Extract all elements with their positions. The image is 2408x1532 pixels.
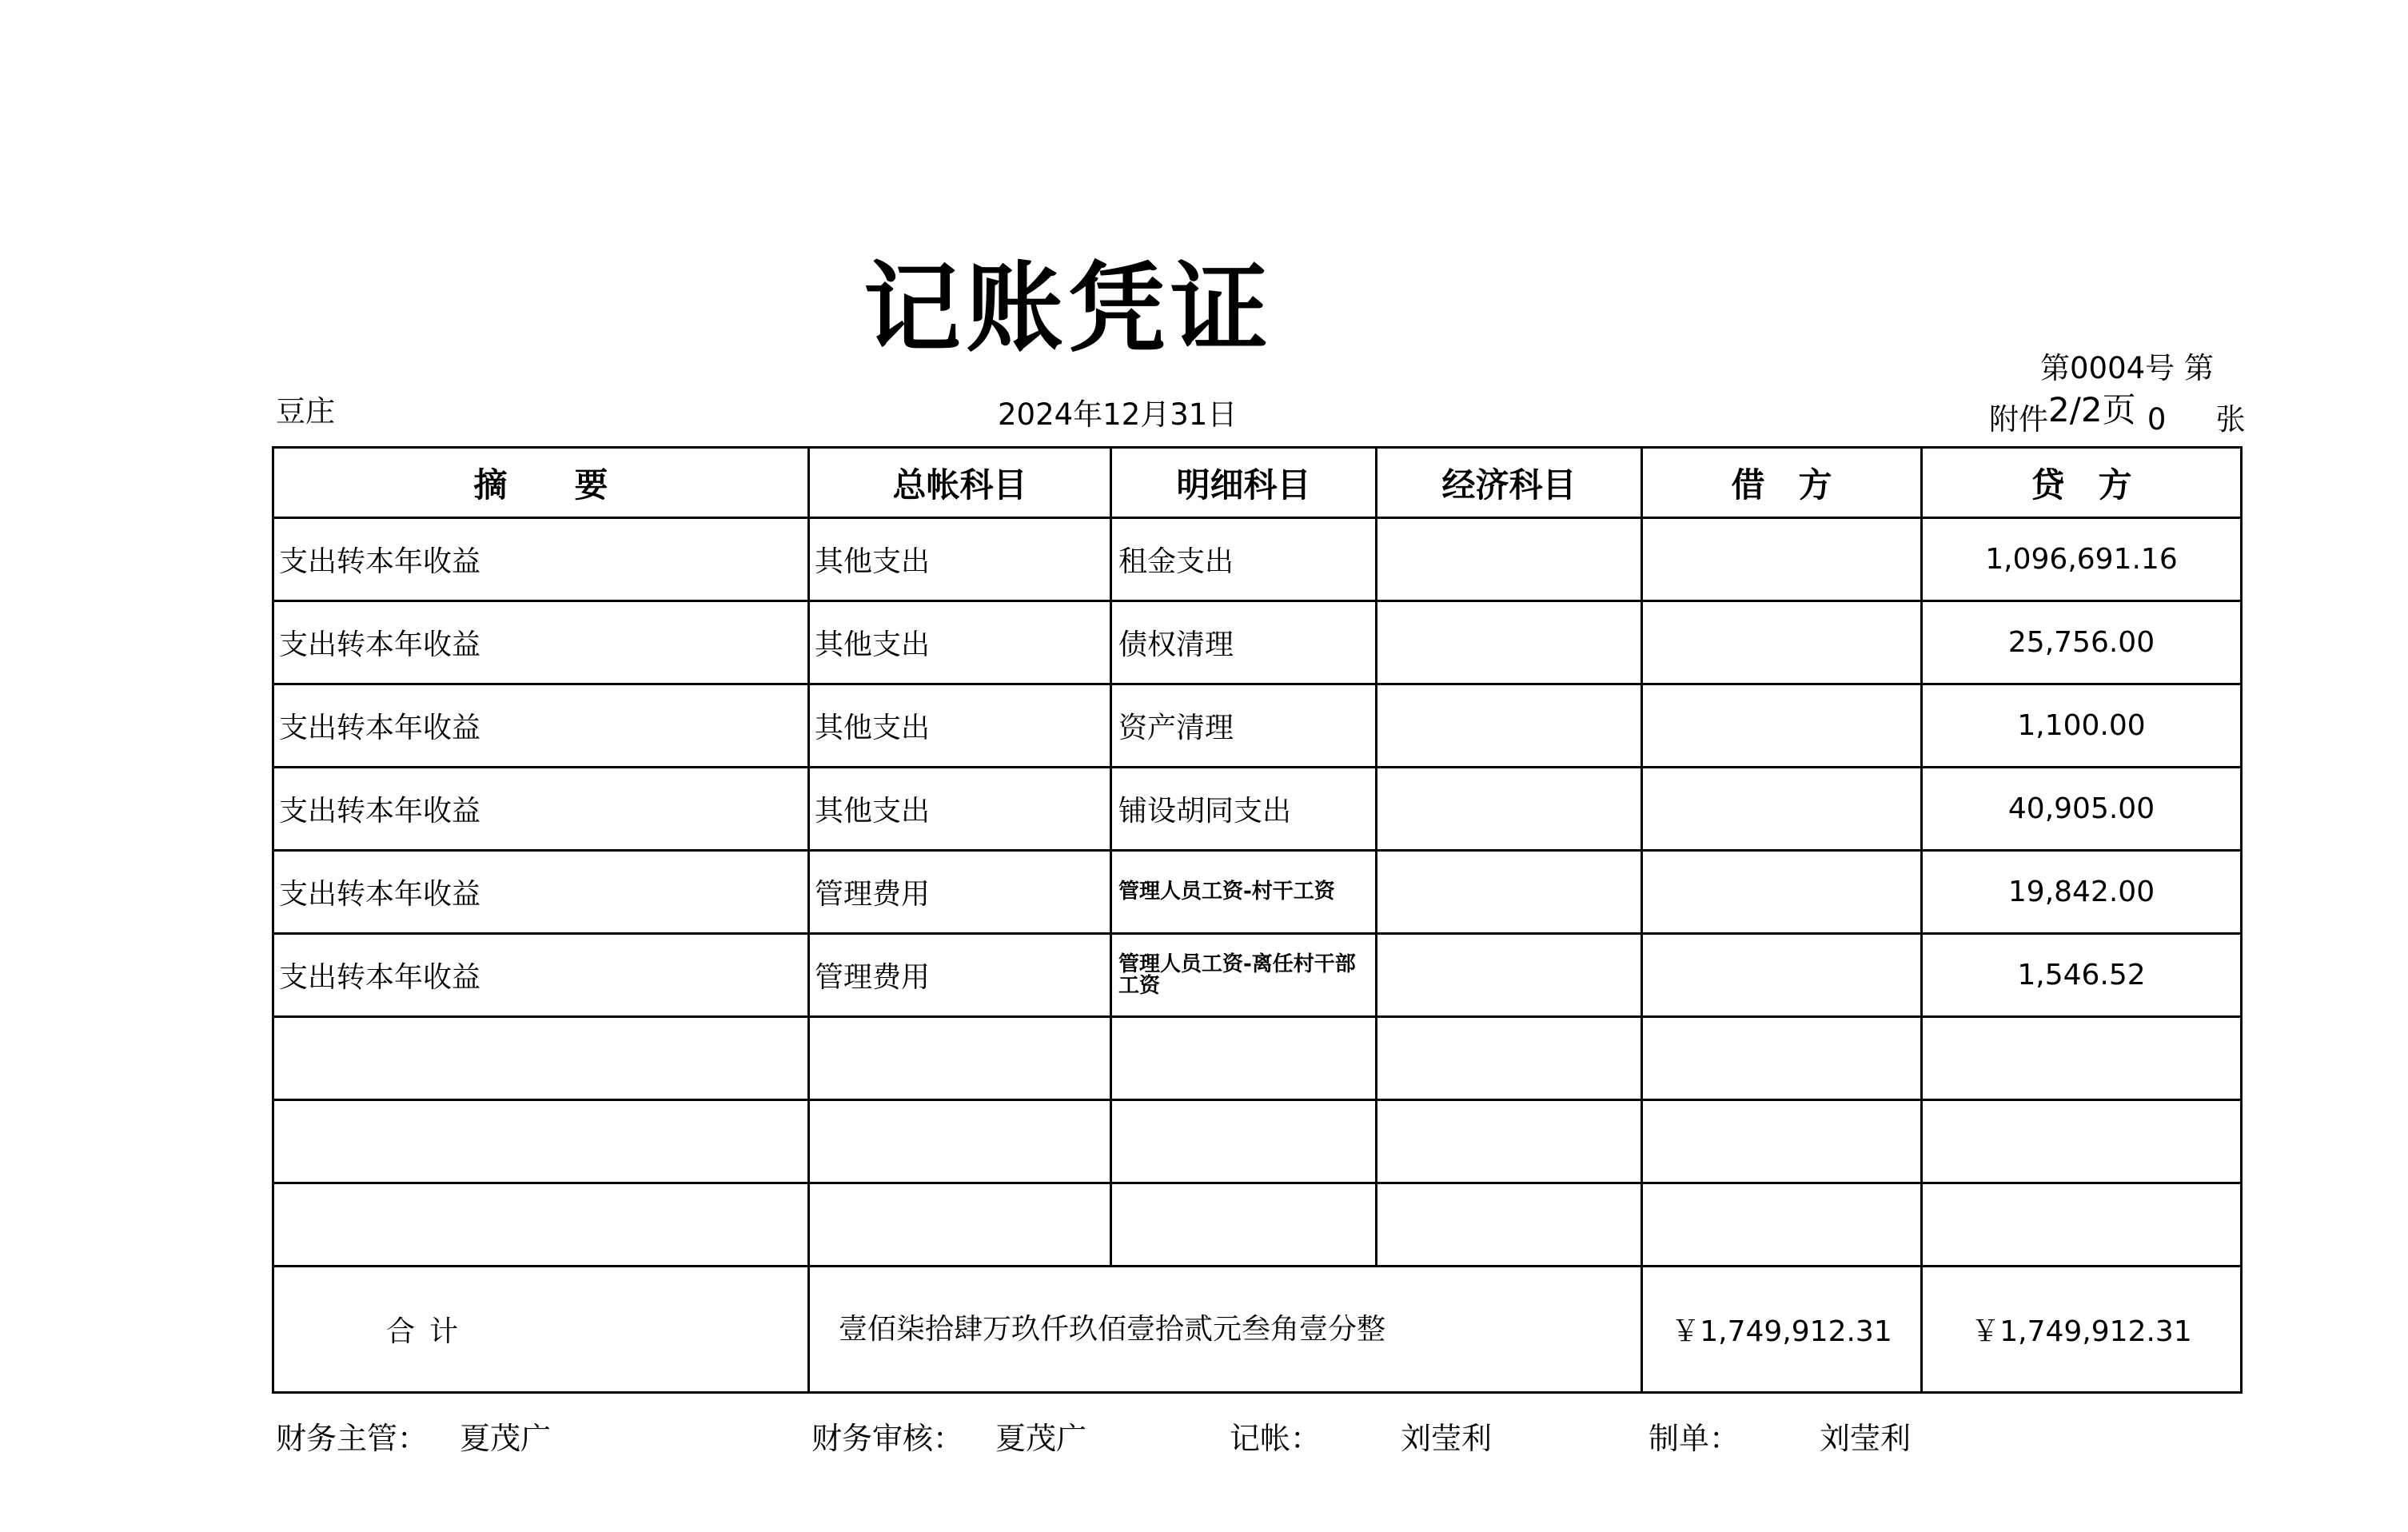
supervisor-name: 夏茂广 [460, 1421, 552, 1456]
summary-cell: 支出转本年收益 [273, 934, 809, 1017]
general-account-cell: 其他支出 [809, 768, 1111, 851]
detail-account-cell [1111, 1183, 1377, 1267]
header-detail-account: 明细科目 [1111, 448, 1377, 518]
economic-account-cell [1377, 1017, 1642, 1100]
table-header-row [273, 448, 2242, 518]
total-label: 合计 [273, 1267, 809, 1393]
table-row [273, 601, 2242, 684]
attachment-unit: 张 [2215, 402, 2246, 437]
unit-name: 豆庄 [276, 394, 335, 429]
credit-cell [1922, 1017, 2242, 1100]
summary-cell: 支出转本年收益 [273, 684, 809, 768]
debit-cell [1642, 518, 1922, 601]
economic-account-cell [1377, 768, 1642, 851]
table-row [273, 518, 2242, 601]
credit-cell: 40,905.00 [1922, 768, 2242, 851]
bookkeeper-label: 记帐： [1230, 1421, 1322, 1456]
table-row [273, 1183, 2242, 1267]
footer-auditor [811, 1414, 1086, 1458]
voucher-table [272, 446, 2243, 1394]
summary-cell: 支出转本年收益 [273, 601, 809, 684]
credit-cell: 19,842.00 [1922, 851, 2242, 934]
general-account-cell: 其他支出 [809, 518, 1111, 601]
total-amount-in-words: 壹佰柒拾肆万玖仟玖佰壹拾贰元叁角壹分整 [809, 1267, 1642, 1393]
voucher-title: 记账凭证 [863, 250, 1273, 365]
general-account-cell [809, 1100, 1111, 1183]
preparer-label: 制单： [1649, 1421, 1740, 1456]
general-account-cell [809, 1183, 1111, 1267]
detail-account-cell: 管理人员工资-村干工资 [1111, 851, 1377, 934]
header-summary: 摘 要 [273, 448, 809, 518]
footer-supervisor [276, 1414, 551, 1458]
summary-cell: 支出转本年收益 [273, 768, 809, 851]
economic-account-cell [1377, 684, 1642, 768]
general-account-cell: 其他支出 [809, 601, 1111, 684]
economic-account-cell [1377, 518, 1642, 601]
economic-account-cell [1377, 934, 1642, 1017]
debit-cell [1642, 1183, 1922, 1267]
voucher-date: 2024年12月31日 [998, 397, 1238, 432]
general-account-cell [809, 1017, 1111, 1100]
debit-cell [1642, 1100, 1922, 1183]
footer-preparer [1649, 1414, 1911, 1458]
total-debit: ￥1,749,912.31 [1642, 1267, 1922, 1393]
debit-cell [1642, 601, 1922, 684]
table-row [273, 1100, 2242, 1183]
header-general-account: 总帐科目 [809, 448, 1111, 518]
general-account-cell: 其他支出 [809, 684, 1111, 768]
voucher-number-line [2040, 344, 2214, 387]
auditor-label: 财务审核： [811, 1421, 964, 1456]
total-credit: ￥1,749,912.31 [1922, 1267, 2242, 1393]
auditor-name: 夏茂广 [995, 1421, 1087, 1456]
footer-bookkeeper [1230, 1414, 1492, 1458]
detail-account-cell: 债权清理 [1111, 601, 1377, 684]
economic-account-cell [1377, 1183, 1642, 1267]
debit-cell [1642, 768, 1922, 851]
attachment-count: 0 [2147, 402, 2167, 437]
general-account-cell: 管理费用 [809, 934, 1111, 1017]
credit-cell [1922, 1100, 2242, 1183]
debit-cell [1642, 851, 1922, 934]
summary-cell [273, 1183, 809, 1267]
credit-cell [1922, 1183, 2242, 1267]
page-indicator: 2/2页 [2048, 390, 2136, 429]
voucher-number-suffix: 第 [2183, 351, 2214, 385]
credit-cell: 25,756.00 [1922, 601, 2242, 684]
detail-account-cell: 资产清理 [1111, 684, 1377, 768]
table-row [273, 1017, 2242, 1100]
detail-account-cell: 租金支出 [1111, 518, 1377, 601]
attachment-label: 附件 [1989, 402, 2048, 437]
voucher-number: 第0004号 [2040, 351, 2175, 385]
debit-cell [1642, 684, 1922, 768]
header-credit: 贷 方 [1922, 448, 2242, 518]
header-economic-account: 经济科目 [1377, 448, 1642, 518]
detail-account-cell [1111, 1017, 1377, 1100]
summary-cell [273, 1100, 809, 1183]
summary-cell: 支出转本年收益 [273, 518, 809, 601]
attachment-line [1989, 392, 2246, 440]
economic-account-cell [1377, 1100, 1642, 1183]
economic-account-cell [1377, 601, 1642, 684]
credit-cell: 1,546.52 [1922, 934, 2242, 1017]
summary-cell [273, 1017, 809, 1100]
table-row [273, 934, 2242, 1017]
economic-account-cell [1377, 851, 1642, 934]
credit-cell: 1,100.00 [1922, 684, 2242, 768]
table-row [273, 851, 2242, 934]
total-row [273, 1267, 2242, 1393]
detail-account-cell: 铺设胡同支出 [1111, 768, 1377, 851]
preparer-name: 刘莹利 [1820, 1421, 1912, 1456]
detail-account-cell: 管理人员工资-离任村干部工资 [1111, 934, 1377, 1017]
bookkeeper-name: 刘莹利 [1401, 1421, 1493, 1456]
supervisor-label: 财务主管： [276, 1421, 429, 1456]
debit-cell [1642, 1017, 1922, 1100]
general-account-cell: 管理费用 [809, 851, 1111, 934]
detail-account-cell [1111, 1100, 1377, 1183]
debit-cell [1642, 934, 1922, 1017]
table-row [273, 768, 2242, 851]
table-row [273, 684, 2242, 768]
header-debit: 借 方 [1642, 448, 1922, 518]
credit-cell: 1,096,691.16 [1922, 518, 2242, 601]
summary-cell: 支出转本年收益 [273, 851, 809, 934]
